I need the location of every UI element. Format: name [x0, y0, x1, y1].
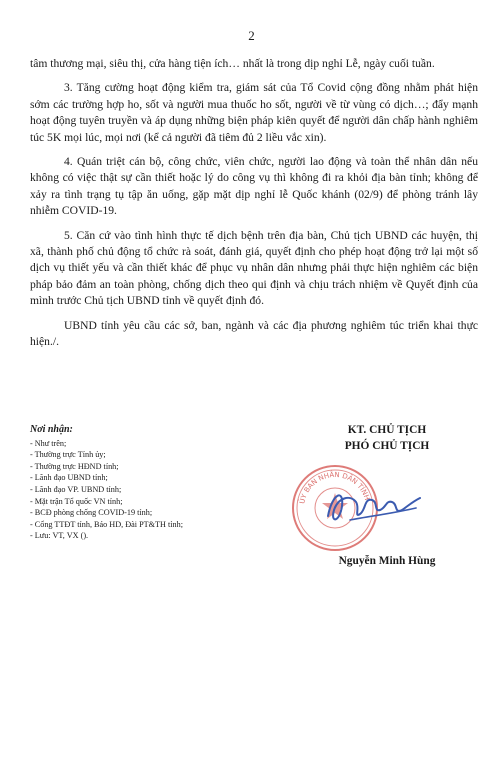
recipient-item: - Như trên;	[30, 438, 67, 448]
signer-name: Nguyễn Minh Hùng	[338, 555, 436, 567]
recipient-item: - BCĐ phòng chống COVID-19 tỉnh;	[30, 508, 153, 518]
recipients-block	[30, 424, 280, 542]
paragraph-item-5: 5. Căn cứ vào tình hình thực tế dịch bệnh trên địa bàn, Chủ tịch UBND các huyện, thị xã, thành phố chủ động tổ chức rà soát, đánh giá, quyết định cho phép hoạt động trở lại một số dịch vụ thiết yếu và cần thiết khác để phục vụ nhân dân nhưng phải thực hiện nghiêm các biện pháp bảo đảm an toàn phòng, chống dịch theo qui định và chịu trách nhiệm về Quyết định của mình trước Chủ tịch UBND tỉnh về quyết định đó.	[30, 228, 478, 308]
document-body	[30, 56, 478, 359]
page-number: 2	[248, 28, 255, 43]
seal-text: ỦY BAN NHÂN DÂN TỈNH	[298, 470, 371, 505]
paragraph-closing: UBND tỉnh yêu cầu các sở, ban, ngành và các địa phương nghiêm túc triển khai thực hiện./.	[30, 318, 478, 349]
recipient-item: - Lãnh đạo UBND tỉnh;	[30, 473, 108, 483]
recipients-label: Nơi nhận:	[30, 424, 73, 435]
recipient-item: - Thường trực HĐND tỉnh;	[30, 461, 119, 471]
recipient-item: - Lãnh đạo VP. UBND tỉnh;	[30, 484, 122, 494]
recipient-item: - Thường trực Tỉnh ủy;	[30, 450, 106, 460]
signature-header	[282, 422, 492, 454]
paragraph-item-4: 4. Quán triệt cán bộ, công chức, viên chức, người lao động và toàn thể nhân dân nếu không có việc thật sự cần thiết hoặc lý do công vụ thì không đi ra khỏi địa bàn tỉnh; không để xảy ra tình trạng tụ tập ăn uống, gặp mặt dịp nghỉ lễ Quốc khánh (02/9) để phòng tránh lây nhiễm COVID-19.	[30, 155, 478, 218]
recipients-list	[30, 438, 280, 542]
recipient-item: - Mặt trận Tổ quốc VN tỉnh;	[30, 496, 123, 506]
signer-title-line: PHÓ CHỦ TỊCH	[344, 440, 430, 452]
handwritten-signature-icon	[320, 476, 430, 536]
recipient-item: - Lưu: VT, VX ().	[30, 531, 89, 541]
recipient-item: - Cổng TTĐT tỉnh, Báo HD, Đài PT&TH tỉnh;	[30, 519, 183, 529]
paragraph-continuation: tâm thương mại, siêu thị, cửa hàng tiện ích… nhất là trong dịp nghỉ Lễ, ngày cuối tuần.	[30, 57, 435, 70]
paragraph-item-3: 3. Tăng cường hoạt động kiểm tra, giám sát của Tổ Covid cộng đồng nhằm phát hiện sớm các trường hợp ho, sốt và người mua thuốc ho sốt, người về từ vùng có dịch…; đẩy mạnh hoạt động tuyên truyền và áp dụng những biện pháp kiên quyết để người dân chấp hành nghiêm túc 5K mọi lúc, mọi nơi (kể cả người đã tiêm đủ 2 liều vắc xin).	[30, 81, 478, 144]
signer-authority-line: KT. CHỦ TỊCH	[347, 424, 427, 436]
